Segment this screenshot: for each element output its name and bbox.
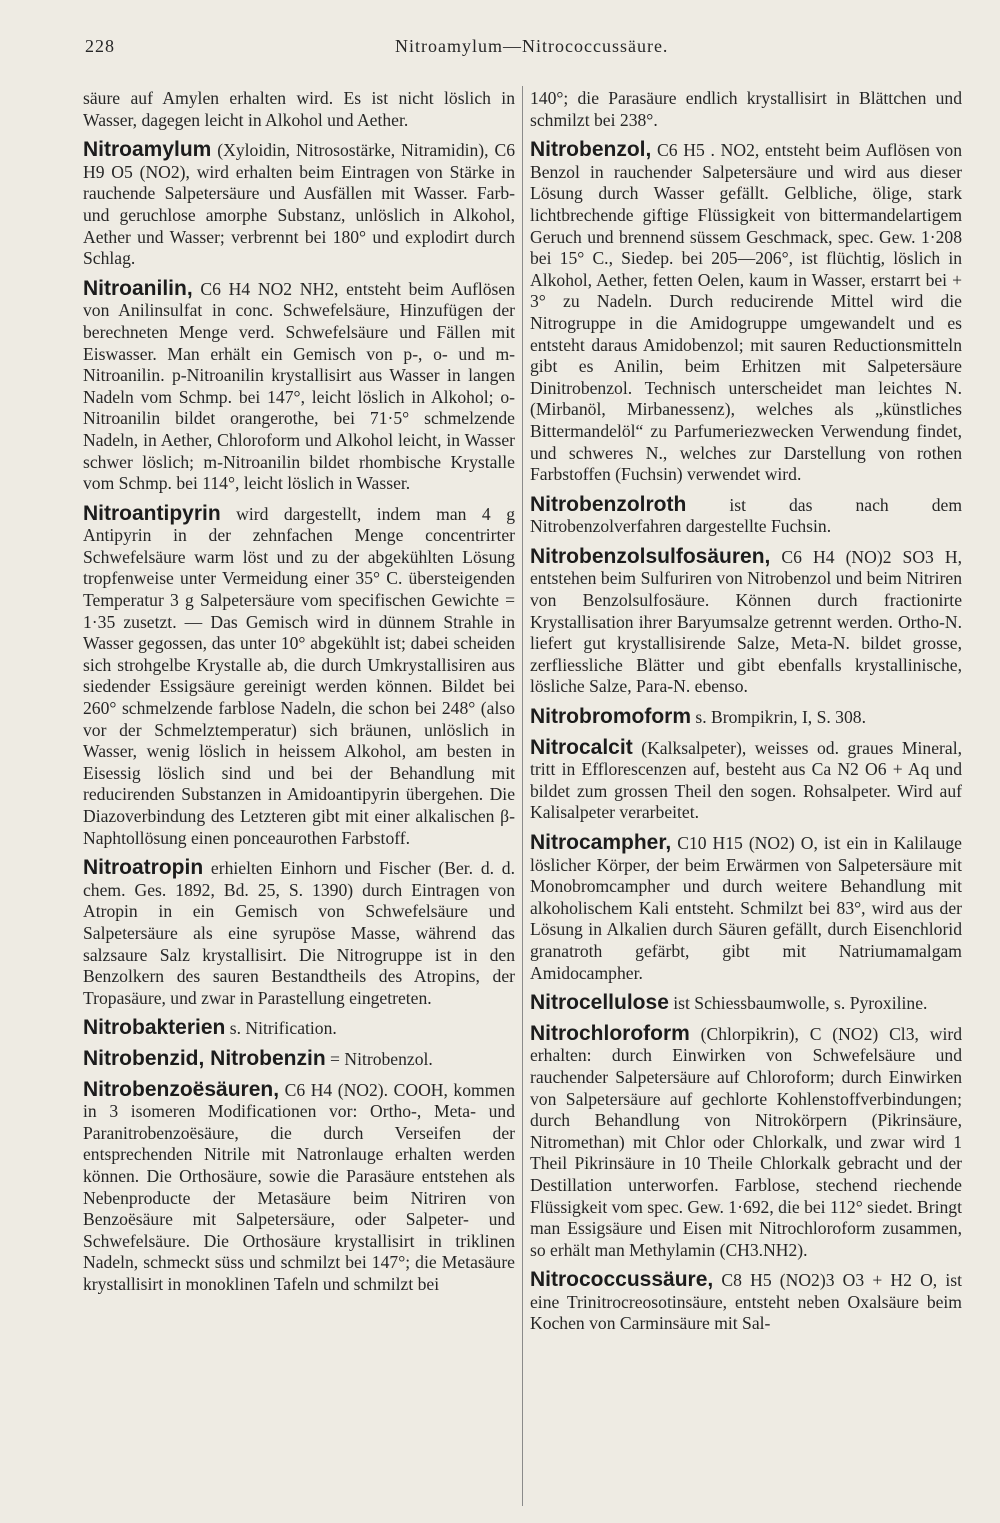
entry-text: (Chlorpikrin), C (NO2) Cl3, wird erhalten: durch Einwirken von Schwefelsäure und rauchender Salpetersäure auf Chloroform; durch Einwirken von Salpetersäure auf gechlorte Kohlenstoffverbindungen; durch Behandlung von Nitrokörpern (Pikrinsäure, Nitromethan) mit Chlor oder Chlorkalk, und zwar wird 1 Theil Pikrinsäure in 10 Theile Chlorkalk gebracht und der Destillation unterworfen. Farblose, stechend riechende Flüssigkeit vom spec. Gew. 1·692, die bei 112° siedet. Bringt man Essigsäure und Eisen mit Nitrochloroform zusammen, so erhält man Methylamin (CH3.NH2). — [530, 1023, 962, 1260]
left-column — [83, 88, 515, 1295]
entry-headword: Nitrocellulose — [530, 991, 669, 1015]
entry-headword: Nitrobakterien — [83, 1016, 226, 1040]
entry-text: = Nitrobenzol. — [325, 1048, 433, 1069]
continued-text — [530, 88, 962, 131]
entry-text: (Kalksalpeter), weisses od. graues Mineral, tritt in Efflorescenzen auf, besteht aus Ca N2 O6 + Aq und bildet zum grossen Theil den sogen. Rohsalpeter. Wird auf Kalisalpeter verarbeitet. — [530, 737, 962, 823]
entry-headword: Nitrocalcit — [530, 735, 633, 759]
page-number: 228 — [85, 36, 115, 56]
entry-text: C6 H4 (NO)2 SO3 H, entstehen beim Sulfuriren von Nitrobenzol und beim Nitriren von Benzolsulfosäure. Können durch fractionirte Krystallisation ihrer Baryumsalze getrennt werden. Ortho-N. liefert gut krystallisirende Salze, Meta-N. bildet grosse, zerfliessliche Blätter und gibt ebenfalls krystallinische, lösliche Salze, Para-N. ebenso. — [530, 546, 962, 697]
dictionary-entry — [530, 1023, 962, 1262]
dictionary-entry — [83, 1079, 515, 1296]
running-title: Nitroamylum—Nitrococcussäure. — [395, 36, 669, 56]
dictionary-entry — [83, 139, 515, 270]
entry-headword: Nitrobenzolsulfosäuren, — [530, 544, 771, 568]
entry-headword: Nitrochloroform — [530, 1021, 690, 1045]
entry-text: s. Nitrification. — [225, 1018, 337, 1039]
dictionary-entry — [530, 832, 962, 984]
dictionary-entry — [530, 706, 962, 729]
entry-text: säure auf Amylen erhalten wird. Es ist nicht löslich in Wasser, dagegen leicht in Alkohol und Aether. — [83, 88, 515, 130]
entry-text: wird dargestellt, indem man 4 g Antipyrin in der zehnfachen Menge concentrirter Schwefelsäure warm löst und zu der abgekühlten Lösung tropfenweise unter Vermeidung einer 35° C. übersteigenden Temperatur 3 g Salpetersäure vom specifischen Gewichte = 1·35 zusetzt. — Das Gemisch wird in dünnem Strahle in Wasser gegossen, das unter 10° abgekühlt ist; dabei scheiden sich strohgelbe Krystalle ab, die durch Umkrystallisiren aus siedender Essigsäure gereinigt werden können. Bildet bei 260° schmelzende farblose Nadeln, die schon bei 248° (also vor der Schmelztemperatur) sich bräunen, unlöslich in Wasser, wenig löslich in heissem Alkohol, am besten in Eisessig löslich sind und bei der Behandlung mit reducirenden Substanzen in Amidoantipyrin übergehen. Die Diazoverbindung des Letzteren gibt mit einer alkalischen β-Naphtollösung einen ponceaurothen Farbstoff. — [83, 503, 515, 848]
entry-headword: Nitrobenzid, Nitrobenzin — [83, 1046, 326, 1070]
dictionary-entry — [530, 546, 962, 698]
entry-text: ist das nach dem Nitrobenzolverfahren dargestellte Fuchsin. — [530, 494, 962, 537]
entry-headword: Nitrobenzolroth — [530, 492, 687, 516]
entry-text: C6 H4 (NO2). COOH, kommen in 3 isomeren Modificationen vor: Ortho-, Meta- und Paranitrobenzoësäure, die durch Verseifen der entsprechenden Nitrile mit Natronlauge erhalten werden können. Die Orthosäure, sowie die Parasäure entstehen als Nebenproducte der Metasäure beim Nitriren von Benzoësäure mit Salpetersäure, oder Salpeter- und Schwefelsäure. Die Orthosäure krystallisirt in triklinen Nadeln, schmeckt süss und schmilzt bei 147°; die Metasäure krystallisirt in monoklinen Tafeln und schmilzt bei — [83, 1079, 515, 1294]
dictionary-entry — [83, 857, 515, 1009]
dictionary-entry — [83, 1048, 515, 1071]
entry-headword: Nitroantipyrin — [83, 501, 221, 525]
dictionary-entry — [530, 494, 962, 538]
entry-headword: Nitroamylum — [83, 138, 212, 162]
dictionary-entry — [83, 278, 515, 495]
right-column — [530, 88, 962, 1335]
entry-headword: Nitrobenzol, — [530, 138, 652, 162]
continued-text — [83, 88, 515, 131]
entry-headword: Nitrobromoform — [530, 705, 691, 729]
entry-headword: Nitrobenzoësäuren, — [83, 1077, 280, 1101]
entry-text: C6 H5 . NO2, entsteht beim Auflösen von Benzol in rauchender Salpetersäure und wird aus dieser Lösung durch Wasser gefällt. Gelbliche, ölige, stark lichtbrechende giftige Flüssigkeit von bittermandelartigem Geruch und brennend süssem Geschmack, spec. Gew. 1·208 bei 15° C., Siedep. bei 205—206°, ist flüchtig, löslich in Alkohol, Aether, fetten Oelen, kaum in Wasser, erstarrt bei + 3° zu Nadeln. Durch reducirende Mittel wird die Nitrogruppe in die Amidogruppe umgewandelt und es entsteht daraus Amidobenzol; mit sauren Reductionsmitteln gibt es Anilin, beim Erhitzen mit Salpetersäure Dinitrobenzol. Technisch unterscheidet man leichtes N. (Mirbanöl, Mirbanessenz), welches als „künstliches Bittermandelöl“ zu Parfumeriezwecken Verwendung findet, und schweres N., welches zur Darstellung von rothen Farbstoffen (Fuchsin) verwendet wird. — [530, 140, 962, 485]
entry-text: ist Schiessbaumwolle, s. Pyroxiline. — [668, 993, 928, 1014]
entry-text: s. Brompikrin, I, S. 308. — [691, 707, 866, 728]
entry-text: erhielten Einhorn und Fischer (Ber. d. d. chem. Ges. 1892, Bd. 25, S. 1390) durch Eintragen von Atropin in ein Gemisch von Schwefelsäure und Salpetersäure als eine syrupöse Masse, während das salzsaure Salz krystallisirt. Die Nitrogruppe ist in den Benzolkern des sauren Bestandtheils des Atropins, der Tropasäure, und zwar in Parastellung eingetreten. — [83, 858, 515, 1008]
entry-text: C6 H4 NO2 NH2, entsteht beim Auflösen von Anilinsulfat in conc. Schwefelsäure, Hinzufügen der berechneten Menge verd. Schwefelsäure und Fällen mit Eiswasser. Man erhält ein Gemisch von p-, o- und m-Nitroanilin. p-Nitroanilin krystallisirt aus Wasser in langen Nadeln vom Schmp. bei 147°, leicht löslich in Alkohol; o-Nitroanilin bildet orangerothe, bei 71·5° schmelzende Nadeln, in Aether, Chloroform und Alkohol leicht, in Wasser schwer löslich; m-Nitroanilin bildet rhombische Krystalle vom Schmp. bei 114°, leicht löslich in Wasser. — [83, 278, 515, 494]
column-rule — [522, 86, 523, 1506]
entry-text: C10 H15 (NO2) O, ist ein in Kalilauge löslicher Körper, der beim Erwärmen von Salpetersäure mit Monobromcampher und durch weitere Behandlung mit alkoholischem Kali entsteht. Schmilzt bei 83°, wird aus der Lösung in Alkalien durch Säuren gefällt, durch Eisenchlorid granatroth gefärbt, gibt mit Natriumamalgam Amidocampher. — [530, 833, 962, 983]
dictionary-entry — [530, 139, 962, 486]
entry-text: 140°; die Parasäure endlich krystallisirt in Blättchen und schmilzt bei 238°. — [530, 88, 962, 130]
dictionary-entry — [83, 1017, 515, 1040]
dictionary-entry — [530, 992, 962, 1015]
entry-text: C8 H5 (NO2)3 O3 + H2 O, ist eine Trinitrocreosotinsäure, entsteht neben Oxalsäure beim Kochen von Carminsäure mit Sal- — [530, 1270, 962, 1334]
entry-headword: Nitroanilin, — [83, 276, 193, 300]
entry-text: (Xyloidin, Nitrosostärke, Nitramidin), C6 H9 O5 (NO2), wird erhalten beim Eintragen von Stärke in rauchende Salpetersäure und Ausfällen mit Wasser. Farb- und geruchlose amorphe Substanz, unlöslich in Alkohol, Aether und Wasser; verbrennt bei 180° und explodirt durch Schlag. — [83, 140, 515, 269]
entry-headword: Nitroatropin — [83, 856, 204, 880]
dictionary-entry — [83, 503, 515, 850]
entry-headword: Nitrocampher, — [530, 831, 672, 854]
dictionary-entry — [530, 737, 962, 824]
entry-headword: Nitrococcussäure, — [530, 1268, 714, 1292]
dictionary-entry — [530, 1269, 962, 1335]
